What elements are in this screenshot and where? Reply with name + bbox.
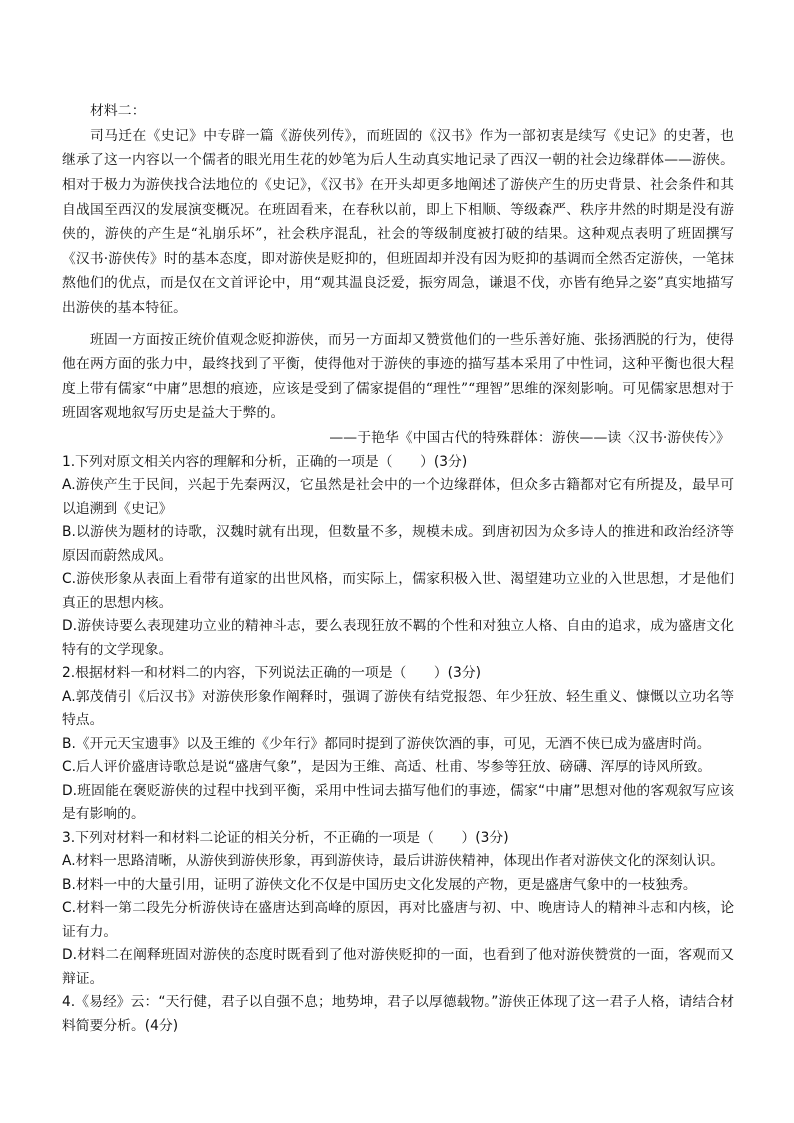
option-a: A.游侠产生于民间，兴起于先秦两汉，它虽然是社会中的一个边缘群体，但众多古籍都对它有所提及，最早可以追溯到《史记》 — [62, 477, 734, 517]
material-heading: 材料二： — [90, 102, 146, 119]
question-stem: 1.下列对原文相关内容的理解和分析，正确的一项是（ ）(3分) — [62, 453, 468, 470]
question-stem: 3.下列对材料一和材料二论证的相关分析，不正确的一项是（ ）(3分) — [62, 829, 509, 846]
option-c: C.游侠形象从表面上看带有道家的出世风格，而实际上，儒家积极入世、渴望建功立业的入世思想，才是他们真正的思想内核。 — [62, 571, 734, 611]
material-source: ——于艳华《中国古代的特殊群体：游侠——读〈汉书·游侠传〉》 — [329, 429, 730, 446]
question-2 — [62, 662, 734, 827]
question-3 — [62, 827, 734, 992]
material-paragraph-1: 司马迁在《史记》中专辟一篇《游侠列传》，而班固的《汉书》作为一部初衷是续写《史记》的史著，也继承了这一内容以一个儒者的眼光用生花的妙笔为后人生动真实地记录了西汉一朝的社会边缘群体——游侠。相对于极力为游侠找合法地位的《史记》，《汉书》在开头却更多地阐述了游侠产生的历史背景、社会条件和其自战国至西汉的发展演变概况。在班固看来，在春秋以前，即上下相顺、等级森严、秩序井然的时期是没有游侠的，游侠的产生是“礼崩乐坏”，社会秩序混乱，社会的等级制度被打破的结果。这种观点表明了班固撰写《汉书·游侠传》时的基本态度，即对游侠是贬抑的，但班固却并没有因为贬抑的基调而全然否定游侠，一笔抹熬他们的优点，而是仅在文首评论中，用“观其温良泛爱，振穷周急，谦退不伐，亦皆有绝异之姿”真实地描写出游侠的基本特征。 — [62, 127, 734, 316]
question-4 — [62, 991, 734, 1038]
option-b: B.以游侠为题材的诗歌，汉魏时就有出现，但数量不多，规模未成。到唐初因为众多诗人的推进和政治经济等原因而蔚然成风。 — [62, 524, 734, 564]
option-a: A.材料一思路清晰，从游侠到游侠形象，再到游侠诗，最后讲游侠精神，体现出作者对游侠文化的深刻认识。 — [62, 853, 725, 870]
question-stem: 4.《易经》云：“天行健，君子以自强不息；地势坤，君子以厚德载物。”游侠正体现了这一君子人格，请结合材料简要分析。(4分) — [62, 994, 734, 1034]
exam-page — [62, 84, 734, 1038]
question-1 — [62, 451, 734, 663]
questions-section — [62, 451, 734, 1039]
option-a: A.郭茂倩引《后汉书》对游侠形象作阐释时，强调了游侠有结党报怨、年少狂放、轻生重义、慷慨以立功名等特点。 — [62, 688, 734, 729]
question-stem: 2.根据材料一和材料二的内容，下列说法正确的一项是（ ）(3分) — [62, 665, 482, 682]
option-c: C.后人评价盛唐诗歌总是说“盛唐气象”，是因为王维、高适、杜甫、岑参等狂放、磅礴、浑厚的诗风所致。 — [62, 759, 712, 776]
option-d: D.游侠诗要么表现建功立业的精神斗志，要么表现狂放不羁的个性和对独立人格、自由的追求，成为盛唐文化特有的文学现象。 — [62, 618, 734, 658]
option-c: C.材料一第二段先分析游侠诗在盛唐达到高峰的原因，再对比盛唐与初、中、晚唐诗人的精神斗志和内核，论证有力。 — [62, 900, 734, 940]
option-d: D.班固能在褒贬游侠的过程中找到平衡，采用中性词去描写他们的事迹，儒家“中庸”思想对他的客观叙写应该是有影响的。 — [62, 782, 734, 823]
option-d: D.材料二在阐释班固对游侠的态度时既看到了他对游侠贬抑的一面，也看到了他对游侠赞赏的一面，客观而又辩证。 — [62, 947, 734, 987]
option-b: B.《开元天宝遗事》以及王维的《少年行》都同时提到了游侠饮酒的事，可见，无酒不侠已成为盛唐时尚。 — [62, 735, 711, 752]
option-b: B.材料一中的大量引用，证明了游侠文化不仅是中国历史文化发展的产物，更是盛唐气象中的一枝独秀。 — [62, 876, 697, 893]
material-two-section — [62, 98, 734, 451]
material-paragraph-2: 班固一方面按正统价值观念贬抑游侠，而另一方面却又赞赏他们的一些乐善好施、张扬洒脱的行为，使得他在两方面的张力中，最终找到了平衡，使得他对于游侠的事迹的描写基本采用了中性词，这种平衡也很大程度上带有儒家“中庸”思想的痕迹，应该是受到了儒家提倡的“理性”“理智”思维的深刻影响。可见儒家思想对于班固客观地叙写历史是益大于弊的。 — [62, 331, 734, 422]
